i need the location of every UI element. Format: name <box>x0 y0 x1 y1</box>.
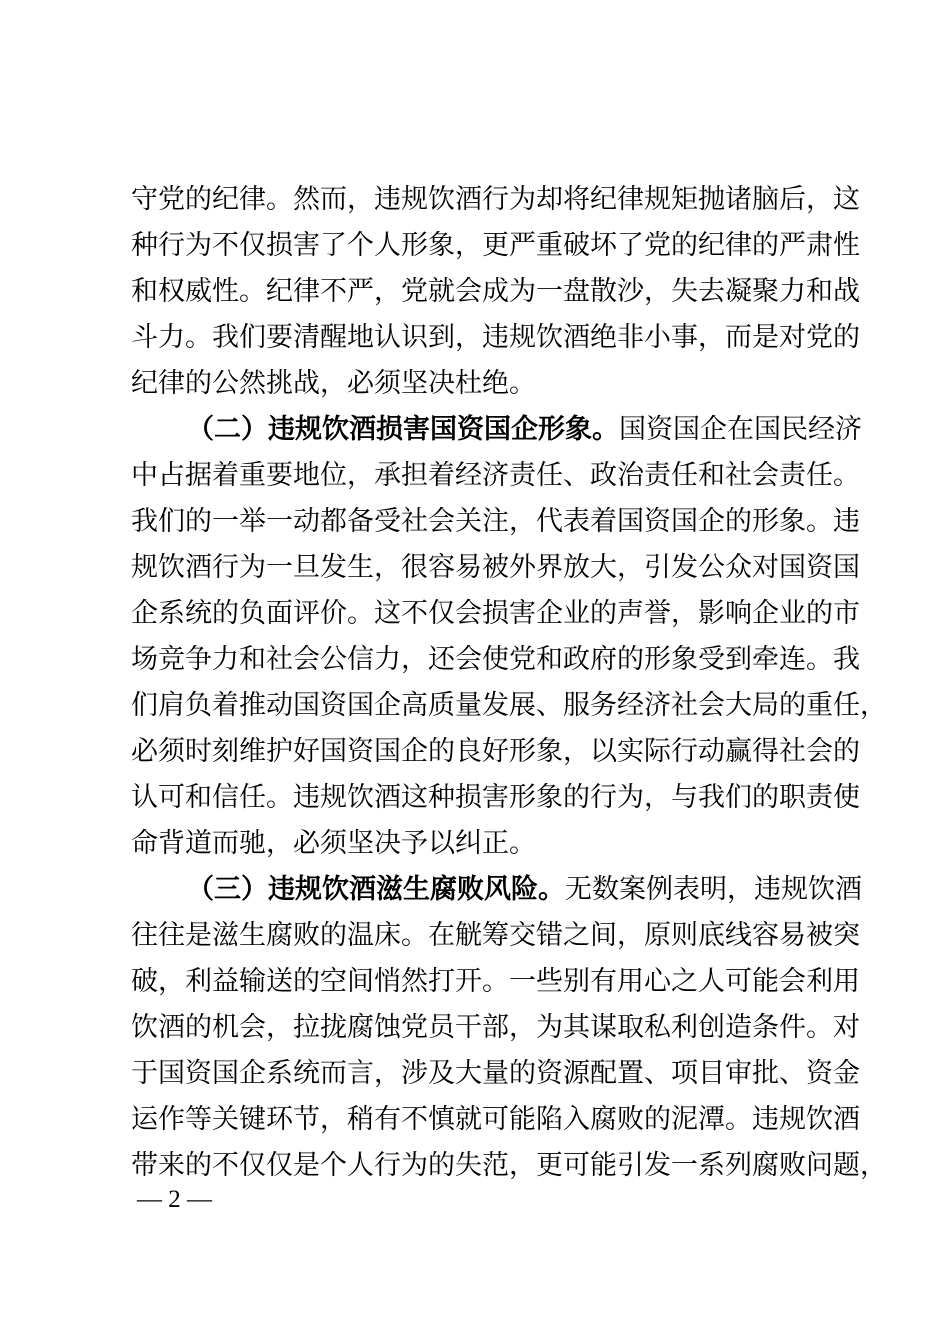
paragraph-1-line-3: 和权威性。纪律不严，党就会成为一盘散沙，失去凝聚力和战 <box>131 276 860 307</box>
paragraph-2-line-4: 规饮酒行为一旦发生，很容易被外界放大，引发公众对国资国 <box>131 552 860 583</box>
paragraph-2-first-line <box>187 407 862 453</box>
paragraph-2-line-9: 认可和信任。违规饮酒这种损害形象的行为，与我们的职责使 <box>131 782 860 813</box>
paragraph-2-line-8: 必须时刻维护好国资国企的良好形象，以实际行动赢得社会的 <box>131 736 860 767</box>
paragraph-2-line-3: 我们的一举一动都备受社会关注，代表着国资国企的形象。违 <box>131 506 860 537</box>
paragraph-2-line-5: 企系统的负面评价。这不仅会损害企业的声誉，影响企业的市 <box>131 598 860 629</box>
paragraph-2-line-6: 场竞争力和社会公信力，还会使党和政府的形象受到牵连。我 <box>131 644 860 675</box>
paragraph-2-line-7: 们肩负着推动国资国企高质量发展、服务经济社会大局的重任， <box>131 690 887 721</box>
paragraph-3-line-5: 于国资国企系统而言，涉及大量的资源配置、项目审批、资金 <box>131 1058 860 1089</box>
section-heading-3: （三）违规饮酒滋生腐败风险。 <box>187 874 565 905</box>
paragraph-1-line-4: 斗力。我们要清醒地认识到，违规饮酒绝非小事，而是对党的 <box>131 322 860 353</box>
paragraph-2-line-10: 命背道而驰，必须坚决予以纠正。 <box>131 828 536 859</box>
paragraph-2-line-2: 中占据着重要地位，承担着经济责任、政治责任和社会责任。 <box>131 460 860 491</box>
paragraph-1-line-1: 守党的纪律。然而，违规饮酒行为却将纪律规矩抛诸脑后，这 <box>131 184 860 215</box>
paragraph-3-line-2: 往往是滋生腐败的温床。在觥筹交错之间，原则底线容易被突 <box>131 920 860 951</box>
paragraph-2-first-line-text: 国资国企在国民经济 <box>619 414 862 445</box>
paragraph-3-line-4: 饮酒的机会，拉拢腐蚀党员干部，为其谋取私利创造条件。对 <box>131 1012 860 1043</box>
paragraph-3-line-6: 运作等关键环节，稍有不慎就可能陷入腐败的泥潭。违规饮酒 <box>131 1104 860 1135</box>
paragraph-3-first-line <box>187 867 862 913</box>
paragraph-3-line-3: 破，利益输送的空间悄然打开。一些别有用心之人可能会利用 <box>131 966 860 997</box>
paragraph-3-line-7: 带来的不仅仅是个人行为的失范，更可能引发一系列腐败问题， <box>131 1150 887 1181</box>
paragraph-1-line-2: 种行为不仅损害了个人形象，更严重破坏了党的纪律的严肃性 <box>131 230 860 261</box>
paragraph-1-line-5: 纪律的公然挑战，必须坚决杜绝。 <box>131 368 536 399</box>
section-heading-2: （二）违规饮酒损害国资国企形象。 <box>187 414 619 445</box>
page-number: — 2 — <box>137 1186 212 1213</box>
paragraph-3-first-line-text: 无数案例表明，违规饮酒 <box>565 874 862 905</box>
